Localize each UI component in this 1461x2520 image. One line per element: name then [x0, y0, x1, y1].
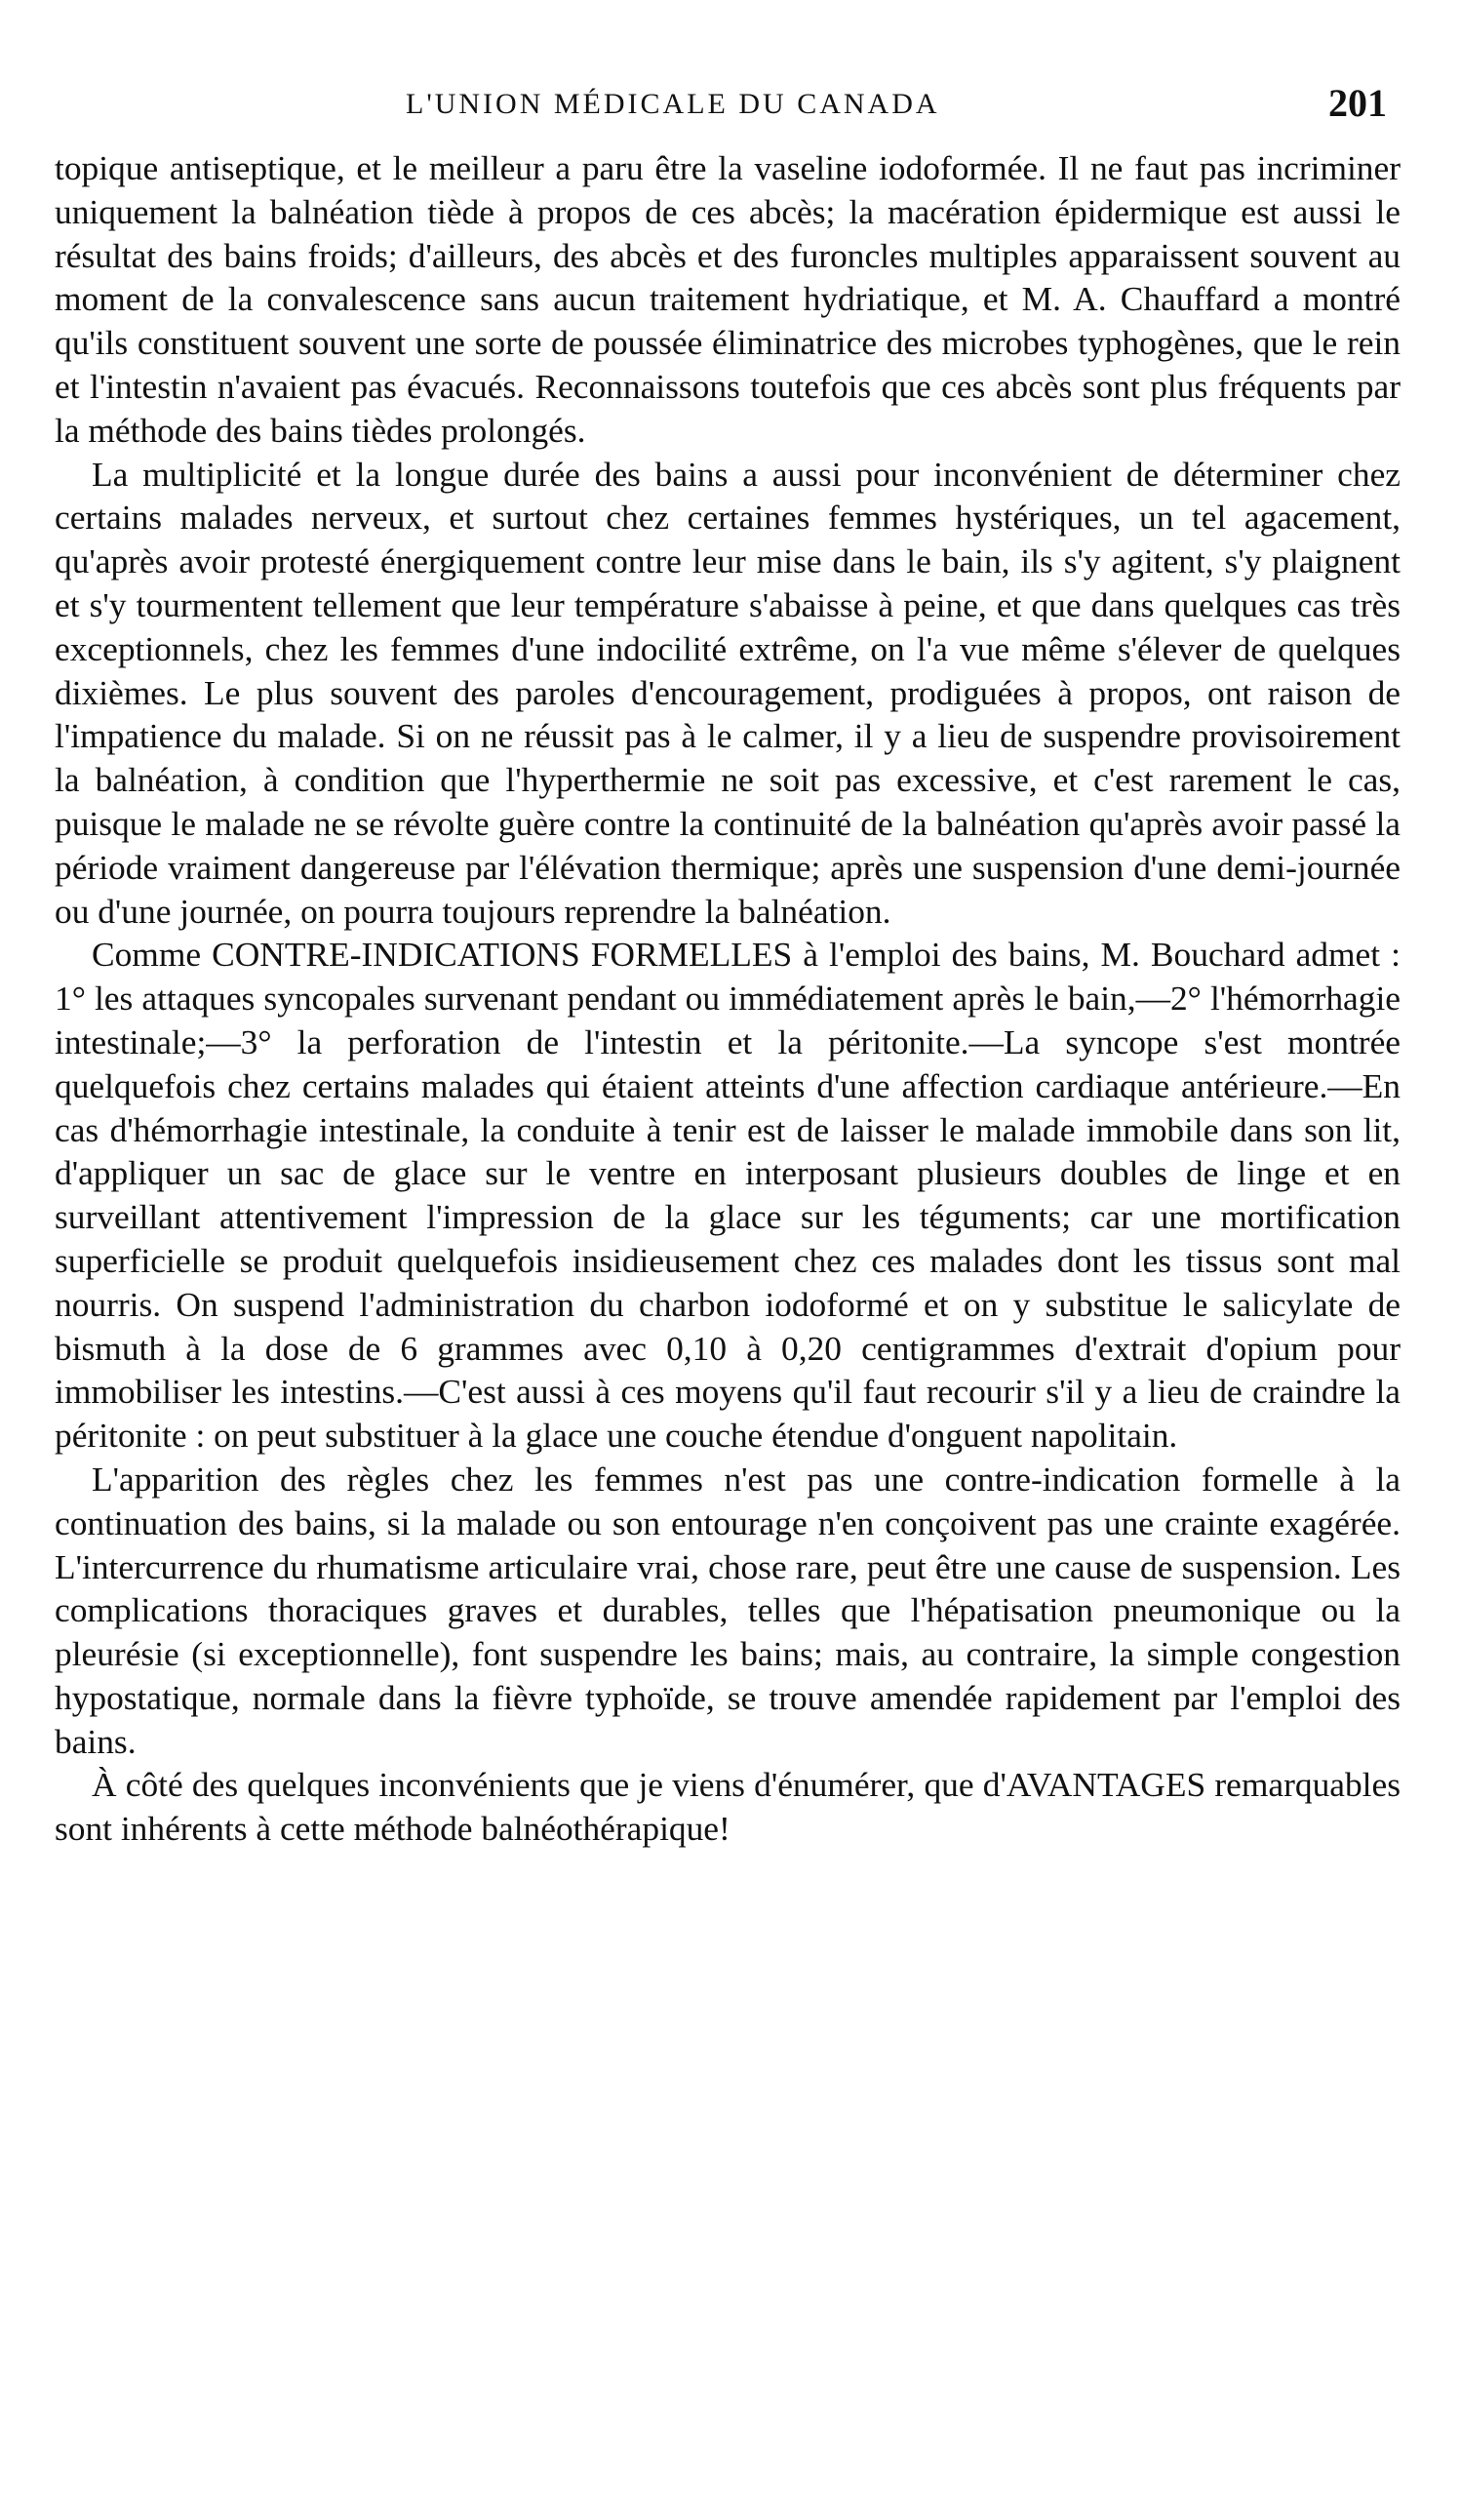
page-number: 201	[1328, 81, 1387, 125]
journal-title: L'UNION MÉDICALE DU CANADA	[406, 88, 940, 120]
paragraph-multiplicite: La multiplicité et la longue durée des bains a aussi pour inconvénient de déterminer chez certains malades nerveux, et surtout chez certaines femmes hystériques, un tel agacement, qu'après avoir protesté énergiquement contre leur mise dans le bain, ils s'y agitent, s'y plaignent et s'y tourmentent tellement que leur température s'abaisse à peine, et que dans quelques cas très exceptionnels, chez les femmes d'une indocilité extrême, on l'a vue même s'élever de quelques dixièmes. Le plus souvent des paroles d'encouragement, prodiguées à propos, ont raison de l'impatience du malade. Si on ne réussit pas à le calmer, il y a lieu de suspendre provisoirement la balnéation, à condition que l'hyperthermie ne soit pas excessive, et c'est rarement le cas, puisque le malade ne se révolte guère contre la continuité de la balnéation qu'après avoir passé la période vraiment dangereuse par l'élévation thermique; après une suspension d'une demi-journée ou d'une journée, on pourra toujours reprendre la balnéation.	[55, 454, 1401, 931]
paragraph-regles: L'apparition des règles chez les femmes n'est pas une contre-indication formelle à la continuation des bains, si la malade ou son entourage n'en conçoivent pas une crainte exagérée. L'intercurrence du rhumatisme articulaire vrai, chose rare, peut être une cause de suspension. Les complications thoraciques graves et durables, telles que l'hépatisation pneumonique ou la pleurésie (si exceptionnelle), font suspendre les bains; mais, au contraire, la simple congestion hypostatique, normale dans la fièvre typhoïde, se trouve amendée rapidement par l'emploi des bains.	[55, 1459, 1401, 1761]
paragraph-avantages: À côté des quelques inconvénients que je viens d'énumérer, que d'AVANTAGES remarquables sont inhérents à cette méthode balnéothérapique!	[55, 1765, 1401, 1849]
paragraph-abces: topique antiseptique, et le meilleur a paru être la vaseline iodoformée. Il ne faut pas incriminer uniquement la balnéation tiède à propos de ces abcès; la macération épidermique est aussi le résultat des bains froids; d'ailleurs, des abcès et des furoncles multiples apparaissent souvent au moment de la convalescence sans aucun traitement hydriatique, et M. A. Chauffard a montré qu'ils constituent souvent une sorte de poussée éliminatrice des microbes typhogènes, que le rein et l'intestin n'avaient pas évacués. Reconnaissons toutefois que ces abcès sont plus fréquents par la méthode des bains tièdes prolongés.	[55, 148, 1401, 450]
paragraph-contre-indications: Comme CONTRE-INDICATIONS FORMELLES à l'emploi des bains, M. Bouchard admet : 1° les attaques syncopales survenant pendant ou immédiatement après le bain,—2° l'hémorrhagie intestinale;—3° la perforation de l'intestin et la péritonite.—La syncope s'est montrée quelquefois chez certains malades qui étaient atteints d'une affection cardiaque antérieure.—En cas d'hémorrhagie intestinale, la conduite à tenir est de laisser le malade immobile dans son lit, d'appliquer un sac de glace sur le ventre en interposant plusieurs doubles de linge et en surveillant attentivement l'impression de la glace sur les téguments; car une mortification superficielle se produit quelquefois insidieusement chez ces malades dont les tissus sont mal nourris. On suspend l'administration du charbon iodoformé et on y substitue le salicylate de bismuth à la dose de 6 grammes avec 0,10 à 0,20 centigrammes d'extrait d'opium pour immobiliser les intestins.—C'est aussi à ces moyens qu'il faut recourir s'il y a lieu de craindre la péritonite : on peut substituer à la glace une couche étendue d'onguent napolitain.	[55, 935, 1401, 1456]
running-head	[55, 68, 1401, 146]
body-text	[55, 146, 1401, 1851]
document-page	[55, 68, 1401, 1851]
